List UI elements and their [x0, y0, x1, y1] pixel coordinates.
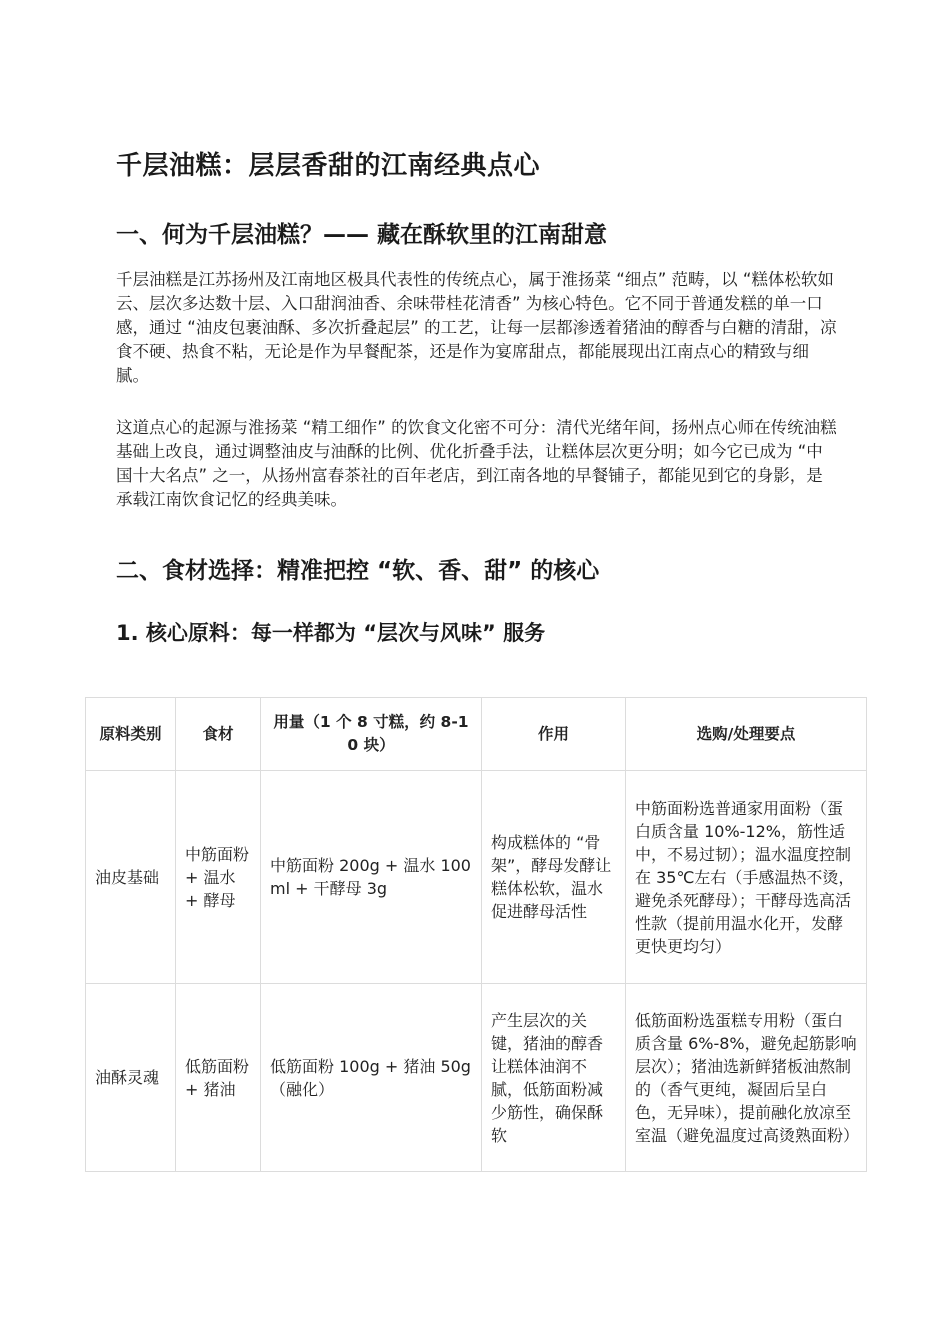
header-category: 原料类别 [86, 698, 176, 771]
cell-tips: 中筋面粉选普通家用面粉（蛋白质含量 10%-12%，筋性适中，不易过韧）；温水温度控制在 35℃左右（手感温热不烫，避免杀死酵母）；干酵母选高活性款（提前用温水化开，发酵更快更均匀） [626, 771, 867, 984]
cell-ingredient: 低筋面粉 + 猪油 [176, 984, 261, 1172]
header-ingredient: 食材 [176, 698, 261, 771]
cell-ingredient: 中筋面粉 + 温水 + 酵母 [176, 771, 261, 984]
table-row [86, 984, 867, 1172]
header-amount: 用量（1 个 8 寸糕，约 8-10 块） [261, 698, 482, 771]
section-1-paragraph-2: 这道点心的起源与淮扬菜 “精工细作” 的饮食文化密不可分：清代光绪年间，扬州点心师在传统油糕基础上改良，通过调整油皮与油酥的比例、优化折叠手法，让糕体层次更分明；如今它已成为 “中国十大名点” 之一，从扬州富春茶社的百年老店，到江南各地的早餐铺子，都能见到它的身影，是承载江南饮食记忆的经典美味。 [116, 418, 837, 509]
section-2-subheading: 1. 核心原料：每一样都为 “层次与风味” 服务 [116, 621, 546, 645]
cell-category: 油皮基础 [86, 771, 176, 984]
section-2-heading: 二、食材选择：精准把控 “软、香、甜” 的核心 [116, 558, 600, 584]
cell-function: 构成糕体的 “骨架”，酵母发酵让糕体松软，温水促进酵母活性 [482, 771, 626, 984]
table-header-row [86, 698, 867, 771]
cell-category: 油酥灵魂 [86, 984, 176, 1172]
cell-tips: 低筋面粉选蛋糕专用粉（蛋白质含量 6%-8%，避免起筋影响层次）；猪油选新鲜猪板油熬制的（香气更纯，凝固后呈白色，无异味），提前融化放凉至室温（避免温度过高烫熟面粉） [626, 984, 867, 1172]
header-function: 作用 [482, 698, 626, 771]
cell-amount: 中筋面粉 200g + 温水 100ml + 干酵母 3g [261, 771, 482, 984]
header-tips: 选购/处理要点 [626, 698, 867, 771]
table-row [86, 771, 867, 984]
page-title: 千层油糕：层层香甜的江南经典点心 [116, 151, 541, 181]
section-1-paragraph-1: 千层油糕是江苏扬州及江南地区极具代表性的传统点心，属于淮扬菜 “细点” 范畴，以 “糕体松软如云、层次多达数十层、入口甜润油香、余味带桂花清香” 为核心特色。它不同于普通发糕的单一口感，通过 “油皮包裹油酥、多次折叠起层” 的工艺，让每一层都渗透着猪油的醇香与白糖的清甜，凉食不硬、热食不粘，无论是作为早餐配茶，还是作为宴席甜点，都能展现出江南点心的精致与细腻。 [116, 270, 837, 385]
ingredients-table [85, 697, 867, 1172]
cell-function: 产生层次的关键，猪油的醇香让糕体油润不腻，低筋面粉减少筋性，确保酥软 [482, 984, 626, 1172]
cell-amount: 低筋面粉 100g + 猪油 50g（融化） [261, 984, 482, 1172]
section-1-heading: 一、何为千层油糕？—— 藏在酥软里的江南甜意 [116, 222, 608, 248]
